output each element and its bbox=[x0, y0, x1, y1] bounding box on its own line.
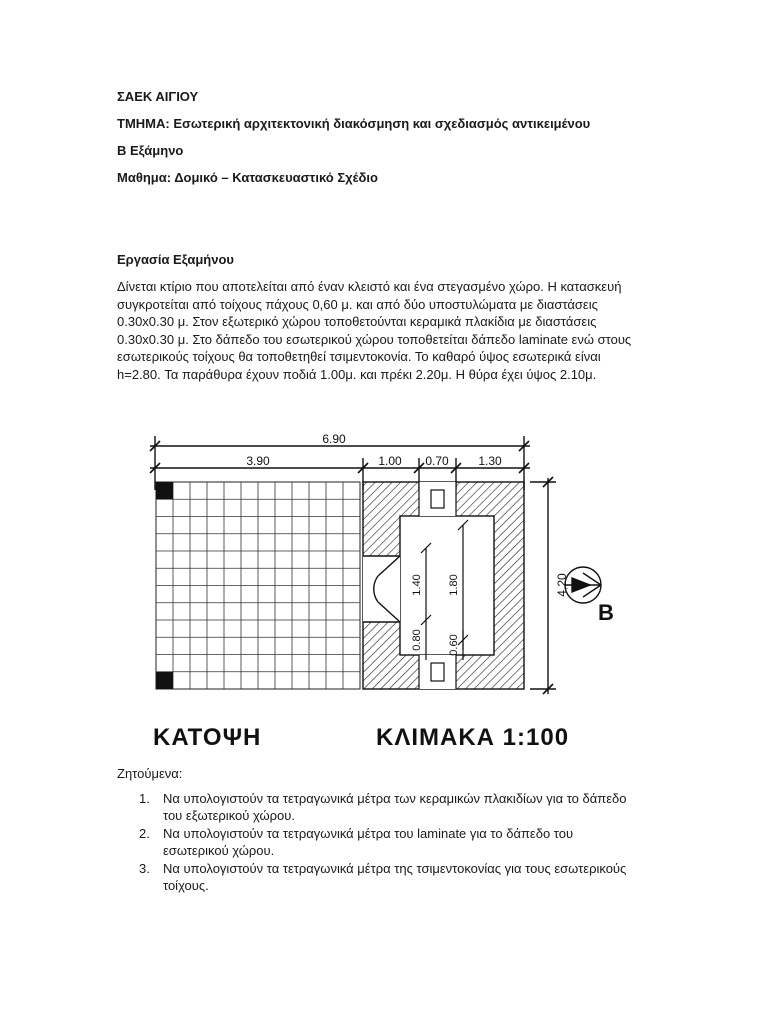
assignment-description bbox=[117, 278, 647, 384]
view-label: Β bbox=[598, 600, 614, 625]
item-text: τοίχους. bbox=[163, 878, 209, 893]
scale-label: ΚΛΙΜΑΚΑ 1:100 bbox=[376, 724, 570, 751]
list-item bbox=[117, 860, 657, 894]
item-text: Να υπολογιστούν τα τετραγωνικά μέτρα του laminate για το δάπεδο του bbox=[163, 826, 574, 841]
list-item bbox=[117, 825, 657, 859]
floor-plan-drawing bbox=[140, 420, 620, 760]
column-left-bottom bbox=[156, 672, 173, 689]
dim-door-width: 1.40 bbox=[411, 574, 423, 596]
hatched-walls bbox=[363, 482, 524, 689]
course-line: Μαθημα: Δομικό – Κατασκευαστικό Σχέδιο bbox=[117, 170, 378, 185]
requirements-title: Ζητούμενα: bbox=[117, 766, 183, 781]
description-line: συγκροτείται από τοίχους πάχους 0,60 μ. και από δύο υποστυλώματα με διαστάσεις bbox=[117, 296, 598, 312]
item-text: Να υπολογιστούν τα τετραγωνικά μέτρα της τσιμεντοκονίας για τους εσωτερικούς bbox=[163, 861, 627, 876]
view-indicator-icon bbox=[565, 567, 601, 603]
description-line: 0.30x0.30 μ. Στον εξωτερικό χώρου τοποθετούνται κεραμικά πλακίδια με διαστάσεις bbox=[117, 314, 597, 330]
description-line: 0.30x0.30 μ. Στο δάπεδο του εσωτερικού χώρου τοποθετείται δάπεδο laminate ενώ στους bbox=[117, 331, 632, 347]
requirements-list bbox=[117, 790, 657, 895]
semester-line: Β Εξάμηνο bbox=[117, 143, 184, 158]
item-number: 2. bbox=[139, 826, 150, 841]
dim-window-inner: 0.60 bbox=[448, 634, 460, 656]
dim-height: 4,20 bbox=[555, 573, 569, 597]
description-line: εσωτερικούς τοίχους θα τοποθετηθεί τσιμεντοκονία. Το καθαρό ύψος εσωτερικά είναι bbox=[117, 349, 601, 365]
school-name: ΣΑΕΚ ΑΙΓΙΟΥ bbox=[117, 89, 199, 104]
tile-grid-lines bbox=[156, 482, 360, 689]
item-text: Να υπολογιστούν τα τετραγωνικά μέτρα των κεραμικών πλακιδίων για το δάπεδο bbox=[163, 791, 627, 806]
dim-outdoor: 3.90 bbox=[246, 454, 270, 468]
description-line: Δίνεται κτίριο που αποτελείται από έναν κλειστό και ένα στεγασμένο χώρο. Η κατασκευή bbox=[117, 279, 622, 294]
list-item bbox=[117, 790, 657, 824]
item-text: εσωτερικού χώρου. bbox=[163, 843, 275, 858]
item-number: 1. bbox=[139, 791, 150, 806]
dim-interior: 1.80 bbox=[448, 574, 460, 596]
plan-label: ΚΑΤΟΨΗ bbox=[153, 724, 262, 751]
description-line: h=2.80. Τα παράθυρα έχουν ποδιά 1.00μ. και πρέκι 2.20μ. Η θύρα έχει ύψος 2.10μ. bbox=[117, 366, 597, 382]
item-text: του εξωτερικού χώρου. bbox=[163, 808, 295, 823]
dim-total: 6.90 bbox=[322, 432, 346, 446]
item-number: 3. bbox=[139, 861, 150, 876]
dim-wall-right: 1.30 bbox=[478, 454, 502, 468]
dim-door: 0.70 bbox=[425, 454, 449, 468]
dim-wall-left: 1.00 bbox=[378, 454, 402, 468]
column-left-top bbox=[156, 482, 173, 499]
dim-window: 0.80 bbox=[411, 629, 423, 651]
department-line: ΤΜΗΜΑ: Εσωτερική αρχιτεκτονική διακόσμηση και σχεδιασμός αντικειμένου bbox=[117, 116, 591, 131]
assignment-title: Εργασία Εξαμήνου bbox=[117, 252, 234, 267]
